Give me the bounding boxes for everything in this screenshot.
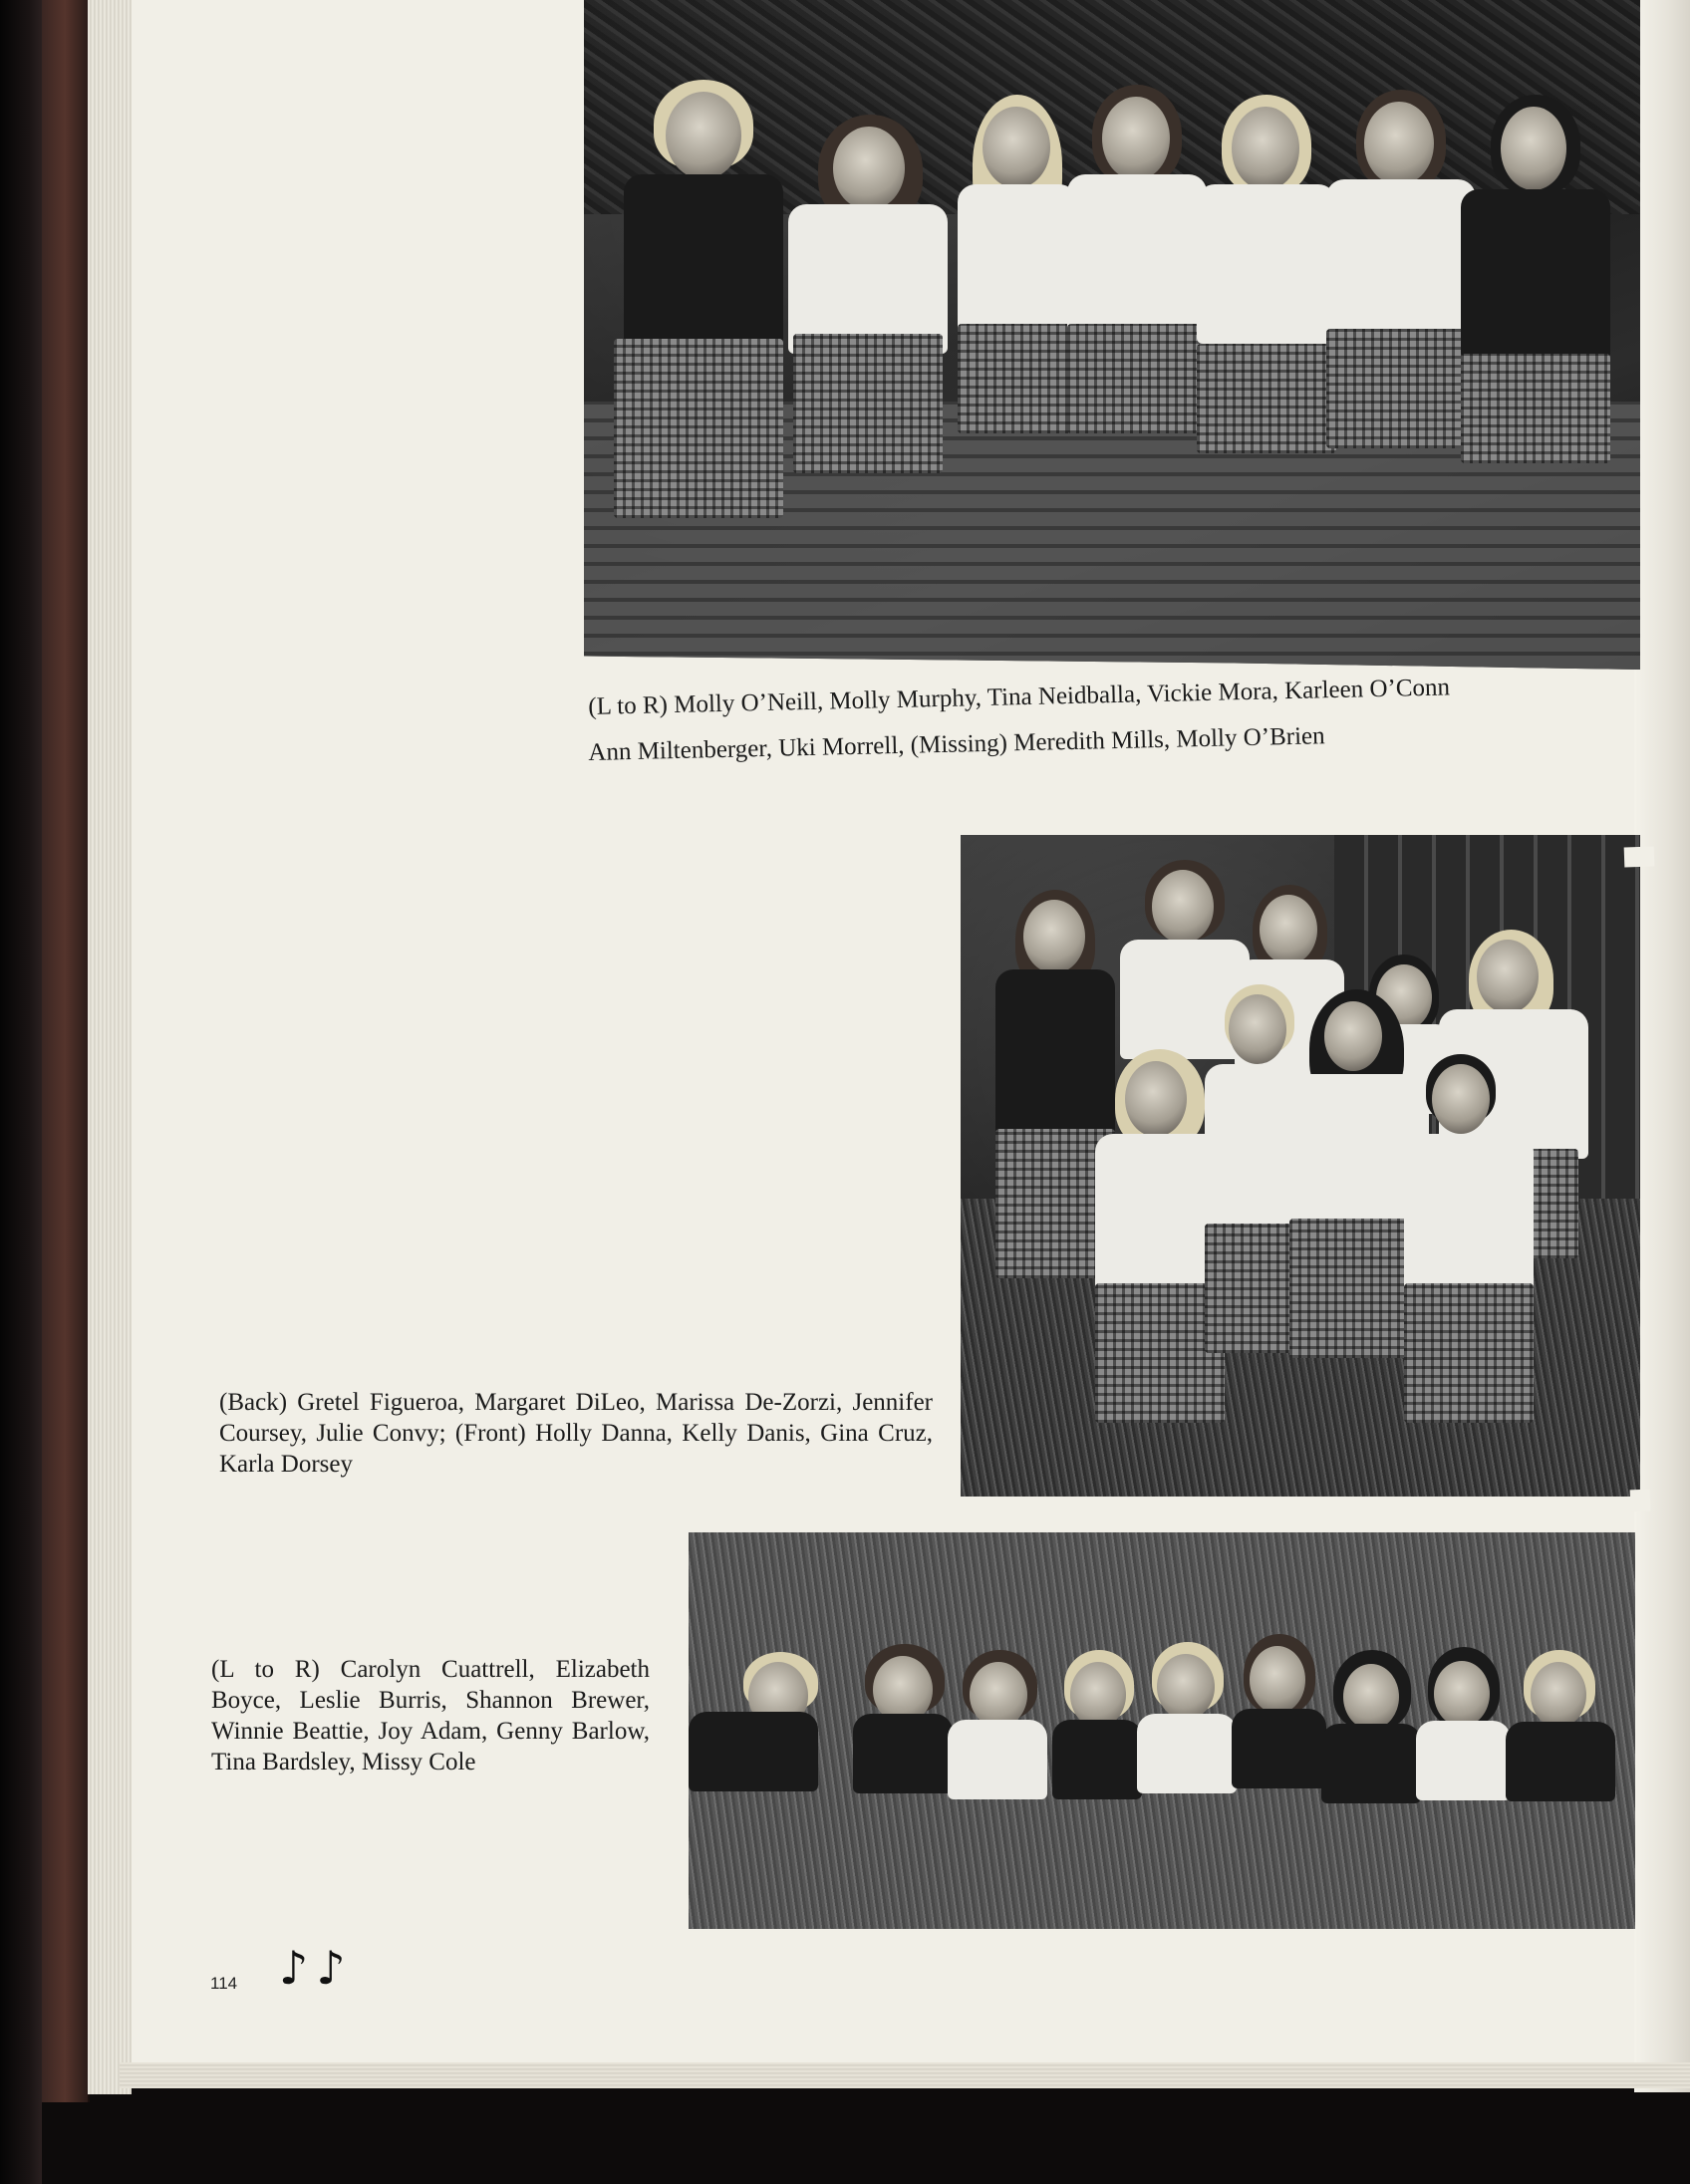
person-2 [788,115,948,633]
person-lying-9 [1506,1650,1615,1809]
caption-bottom: (L to R) Carolyn Cuattrell, Elizabeth Boyce, Leslie Burris, Shannon Brewer, Winnie Beattie, Joy Adam, Genny Barlow, Tina Bardsley, Missy Cole [211,1656,650,1775]
music-notes-icon: ♪♪ [279,1941,354,1995]
person-lying-6 [1232,1634,1326,1803]
person-lying-3 [948,1650,1047,1809]
caption-top-line-2: Ann Miltenberger, Uki Morrell, (Missing) Meredith Mills, Molly O’Brien [588,722,1325,766]
person-3 [953,95,1082,613]
caption-top-line-1: (L to R) Molly O’Neill, Molly Murphy, Tina Neidballa, Vickie Mora, Karleen O’Conn [588,674,1451,720]
person-lying-1 [689,1652,818,1801]
person-1 [614,80,783,638]
page-number: 114 [210,1974,238,1993]
photo-group-middle [961,835,1640,1497]
person-front-4 [1404,1054,1534,1453]
person-6 [1326,90,1476,608]
photo-middle-torn-edge [1630,1490,1651,1512]
person-lying-7 [1321,1650,1421,1809]
page-right-edge [1634,0,1690,2092]
photo-group-bottom [689,1532,1635,1929]
book-cover-edge [42,0,90,2102]
person-lying-2 [853,1644,953,1803]
page-stack-bottom [120,2062,1690,2088]
person-lying-4 [1052,1650,1142,1809]
photo-group-top [584,0,1640,670]
page-stack-left [88,0,132,2094]
photo-middle-torn-corner [1624,846,1655,867]
person-lying-5 [1137,1642,1237,1801]
book-binding [0,0,42,2184]
person-7 [1461,95,1610,613]
caption-middle: (Back) Gretel Figueroa, Margaret DiLeo, Marissa De-Zorzi, Jennifer Coursey, Julie Convy; (Front) Holly Danna, Kelly Danis, Gina Cruz, Karla Dorsey [219,1389,933,1478]
person-5 [1197,95,1336,613]
person-4 [1067,85,1207,603]
person-lying-8 [1416,1647,1511,1806]
